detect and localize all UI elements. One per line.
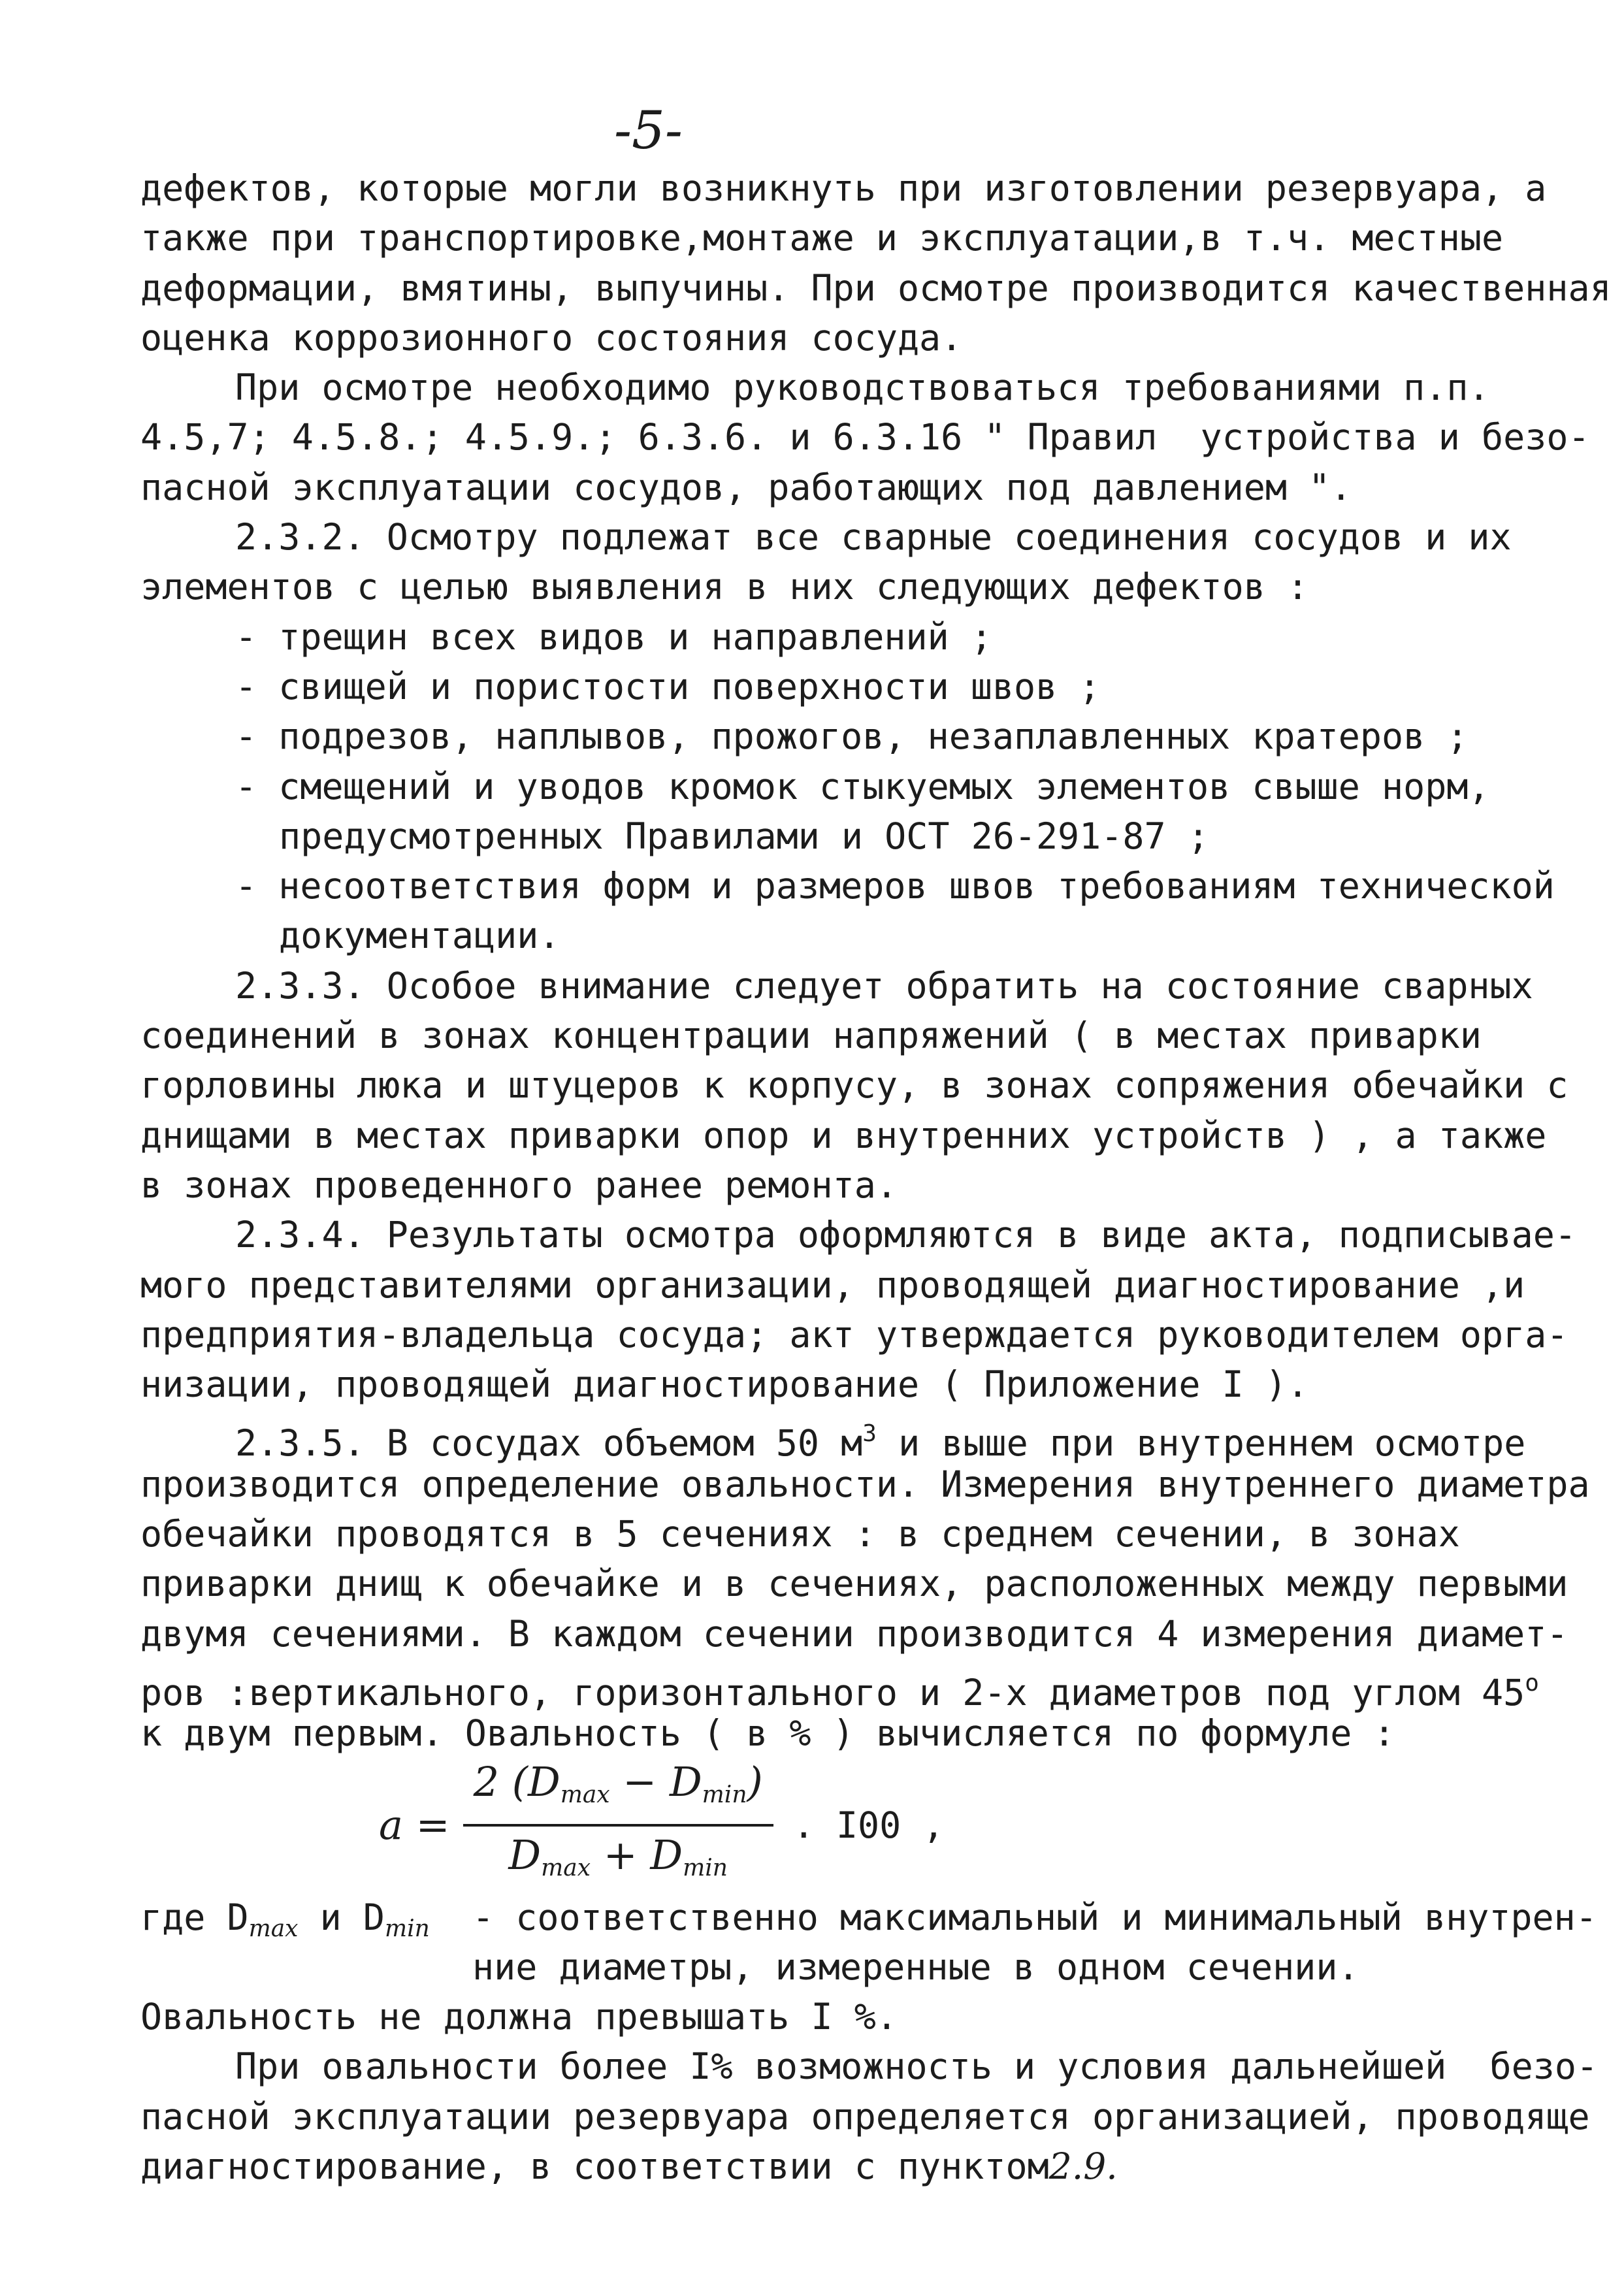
- formula-denominator: [498, 1827, 738, 1893]
- text-run: диагностирование, в соответствии с пунктом: [140, 2145, 1049, 2187]
- paragraph-line: днищами в местах приварки опор и внутренних устройств ) , а также: [140, 1114, 1547, 1156]
- paragraph-line: При осмотре необходимо руководствоваться требованиями п.п.: [235, 366, 1490, 409]
- paragraph-line: приварки днищ к обечайке и в сечениях, расположенных между первыми: [140, 1563, 1568, 1605]
- defect-list-item: - смещений и уводов кромок стыкуемых элементов свыше норм,: [235, 765, 1490, 807]
- paragraph-line: предприятия-владельца сосуда; акт утверждается руководителем орга-: [140, 1313, 1568, 1356]
- denominator-text: + D: [591, 1831, 683, 1879]
- formula-legend: [140, 1893, 1597, 1992]
- paragraph-line: пасной эксплуатации сосудов, работающих под давлением ".: [140, 466, 1352, 508]
- section-2-3-2: 2.3.2. Осмотру подлежат все сварные соединения сосудов и их: [235, 516, 1512, 559]
- paragraph-line: дефектов, которые могли возникнуть при изготовлении резервуара, а: [140, 167, 1547, 209]
- paragraph-line: горловины люка и штуцеров к корпусу, в зонах сопряжения обечайки с: [140, 1064, 1568, 1107]
- section-2-3-4: 2.3.4. Результаты осмотра оформляются в виде акта, подписывае-: [235, 1214, 1576, 1256]
- text-run: и выше при внутреннем осмотре: [876, 1422, 1526, 1465]
- subscript-min: min: [384, 1915, 430, 1942]
- formula-multiplier: . I00 ,: [792, 1804, 945, 1846]
- defect-list-item: - несоответствия форм и размеров швов требованиям технической: [235, 865, 1555, 907]
- paragraph-line: пасной эксплуатации резервуара определяется организацией, проводяще: [140, 2095, 1590, 2138]
- denominator-text: D: [508, 1831, 542, 1879]
- paragraph-line: деформации, вмятины, выпучины. При осмотре производится качественная: [140, 267, 1612, 309]
- paragraph-line: элементов с целью выявления в них следующих дефектов :: [140, 566, 1309, 608]
- paragraph-line: в зонах проведенного ранее ремонта.: [140, 1163, 898, 1206]
- section-2-3-5: [140, 1409, 1526, 1465]
- paragraph-line: к двум первым. Овальность ( в % ) вычисляется по формуле :: [140, 1712, 1395, 1755]
- subscript-min: min: [683, 1855, 728, 1881]
- formula-fraction: [463, 1757, 773, 1894]
- ovality-formula-block: [140, 1759, 1486, 1893]
- subscript-min: min: [702, 1781, 747, 1808]
- superscript: 3: [862, 1420, 877, 1448]
- defect-list-item-continuation: документации.: [279, 915, 560, 957]
- degree-superscript: о: [1525, 1669, 1539, 1697]
- legend-line: ние диаметры, измеренные в одном сечении.: [472, 1945, 1359, 1988]
- legend-text: где D: [140, 1896, 249, 1938]
- paragraph-line: При овальности более I% возможность и условия дальнейшей безо-: [235, 2045, 1599, 2088]
- legend-text: и D: [298, 1896, 385, 1938]
- paragraph-line: производится определение овальности. Измерения внутреннего диаметра: [140, 1463, 1590, 1505]
- paragraph-line: обечайки проводятся в 5 сечениях : в среднем сечении, в зонах: [140, 1513, 1460, 1555]
- legend-line: - соответственно максимальный и минимальный внутрен-: [472, 1896, 1597, 1938]
- paragraph-line: [140, 2141, 1486, 2191]
- subscript-max: max: [541, 1855, 591, 1881]
- paragraph-line: 4.5,7; 4.5.8.; 4.5.9.; 6.3.6. и 6.3.16 " Правил устройства и безо-: [140, 416, 1590, 459]
- paragraph-line: оценка коррозионного состояния сосуда.: [140, 316, 963, 359]
- handwritten-reference: 2.9.: [1048, 2145, 1118, 2187]
- numerator-text: 2 (D: [473, 1757, 560, 1806]
- paragraph-line: [140, 1659, 1539, 1714]
- paragraph-line: соединений в зонах концентрации напряжений ( в местах приварки: [140, 1015, 1482, 1057]
- defect-list-item: - трещин всех видов и направлений ;: [235, 615, 992, 658]
- formula-numerator: [463, 1757, 773, 1827]
- document-body: [140, 163, 1612, 2191]
- paragraph-line: двумя сечениями. В каждом сечении производится 4 измерения диамет-: [140, 1612, 1568, 1655]
- legend-description: [472, 1893, 1597, 1992]
- subscript-max: max: [248, 1915, 299, 1942]
- numerator-text: − D: [609, 1757, 702, 1806]
- defect-list-item-continuation: предусмотренных Правилами и ОСТ 26-291-87 ;: [279, 815, 1209, 857]
- paragraph-line: также при транспортировке,монтаже и эксплуатации,в т.ч. местные: [140, 217, 1504, 259]
- defect-list-item: - свищей и пористости поверхности швов ;: [235, 665, 1101, 707]
- section-2-3-3: 2.3.3. Особое внимание следует обратить на состояние сварных: [235, 964, 1533, 1007]
- page-number: -5-: [614, 100, 683, 161]
- paragraph-line: мого представителями организации, проводящей диагностирование ,и: [140, 1263, 1525, 1306]
- defect-list-item: - подрезов, наплывов, прожогов, незаплавленных кратеров ;: [235, 715, 1469, 758]
- subscript-max: max: [560, 1781, 610, 1808]
- ovality-formula: [379, 1759, 945, 1893]
- formula-lhs: a =: [379, 1800, 450, 1849]
- legend-symbols: [140, 1893, 430, 1954]
- ovality-limit: Овальность не должна превышать I %.: [140, 1996, 898, 2038]
- numerator-text: ): [747, 1757, 763, 1806]
- paragraph-line: низации, проводящей диагностирование ( Приложение I ).: [140, 1363, 1309, 1406]
- text-run: 2.3.5. В сосудах объемом 50 м: [235, 1422, 863, 1465]
- text-run: ров :вертикального, горизонтального и 2-х диаметров под углом 45: [140, 1671, 1525, 1714]
